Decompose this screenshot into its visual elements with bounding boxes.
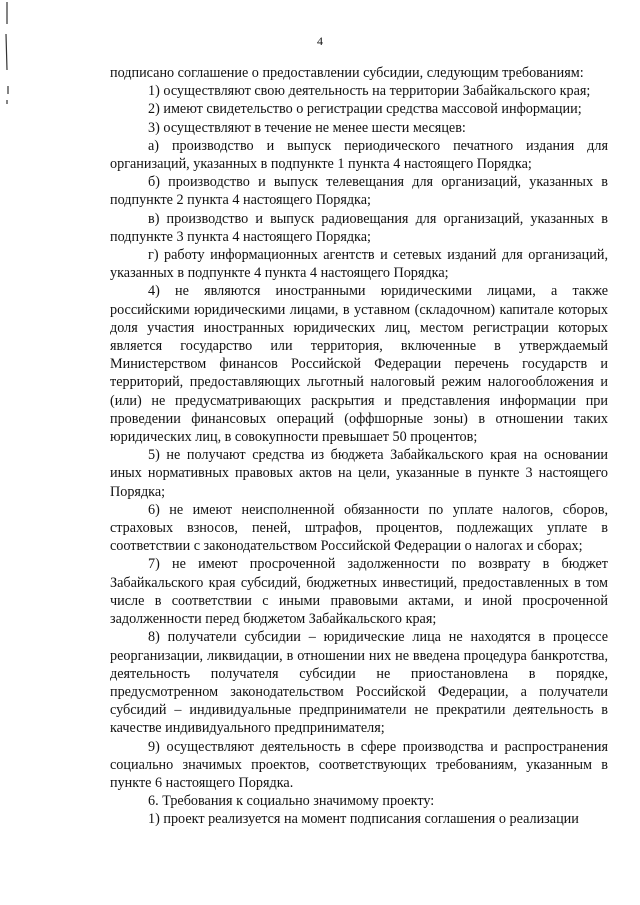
paragraph: 5) не получают средства из бюджета Забайкальского края на основании иных нормативных правовых актов на цели, указанные в пункте 3 настоящего Порядка;	[110, 447, 608, 500]
paragraph: 1) осуществляют свою деятельность на территории Забайкальского края;	[148, 83, 591, 100]
paragraph: 7) не имеют просроченной задолженности по возврату в бюджет Забайкальского края субсидий, бюджетных инвестиций, предоставленных в том числе в соответствии с иными правовыми актами, и иной просроченной задолженности перед бюджетом Забайкальского края;	[110, 556, 608, 628]
paragraph: б) производство и выпуск телевещания для организаций, указанных в подпункте 2 пункта 4 настоящего Порядка;	[110, 174, 608, 209]
page-number: 4	[317, 34, 323, 48]
paragraph: г) работу информационных агентств и сетевых изданий для организаций, указанных в подпункте 4 пункта 4 настоящего Порядка;	[110, 247, 608, 282]
paragraph: 4) не являются иностранными юридическими лицами, а также российскими юридическими лицами, в уставном (складочном) капитале которых доля участия иностранных юридических лиц, местом регистрации которых является государство или территория, включенные в утверждаемый Министерством финансов Российской Федерации перечень государств и территорий, предоставляющих льготный налоговый режим налогообложения и (или) не предусматривающих раскрытия и представления информации при проведении финансовых операций (оффшорные зоны) в отношении таких юридических лиц, в совокупности превышает 50 процентов;	[110, 283, 608, 446]
paragraph: 6) не имеют неисполненной обязанности по уплате налогов, сборов, страховых взносов, пеней, штрафов, процентов, подлежащих уплате в соответствии с законодательством Российской Федерации о налогах и сборах;	[110, 501, 608, 555]
paragraph: 1) проект реализуется на момент подписания соглашения о реализации	[148, 811, 579, 828]
paragraph: 9) осуществляют деятельность в сфере производства и распространения социально значимых проектов, соответствующих требованиям, указанным в пункте 6 настоящего Порядка.	[110, 738, 608, 791]
paragraph: а) производство и выпуск периодического печатного издания для организаций, указанных в подпункте 1 пункта 4 настоящего Порядка;	[110, 137, 608, 173]
paragraph: 3) осуществляют в течение не менее шести месяцев:	[148, 119, 466, 136]
paragraph: подписано соглашение о предоставлении субсидии, следующим требованиям:	[110, 65, 584, 81]
paragraph: 8) получатели субсидии – юридические лица не находятся в процессе реорганизации, ликвидации, в отношении них не введена процедура банкротства, деятельность получателя субсидии не приостановлена в порядке, предусмотренном законодательством Российской Федерации, а получатели субсидий – индивидуальные предприниматели не прекратили деятельность в качестве индивидуального предпринимателя;	[110, 629, 608, 737]
document-body	[110, 64, 608, 829]
paragraph: 6. Требования к социально значимому проекту:	[148, 793, 435, 810]
paragraph: 2) имеют свидетельство о регистрации средства массовой информации;	[148, 101, 582, 118]
scan-edge-marks	[0, 0, 12, 905]
paragraph: в) производство и выпуск радиовещания для организаций, указанных в подпункте 3 пункта 4 настоящего Порядка;	[110, 210, 608, 245]
